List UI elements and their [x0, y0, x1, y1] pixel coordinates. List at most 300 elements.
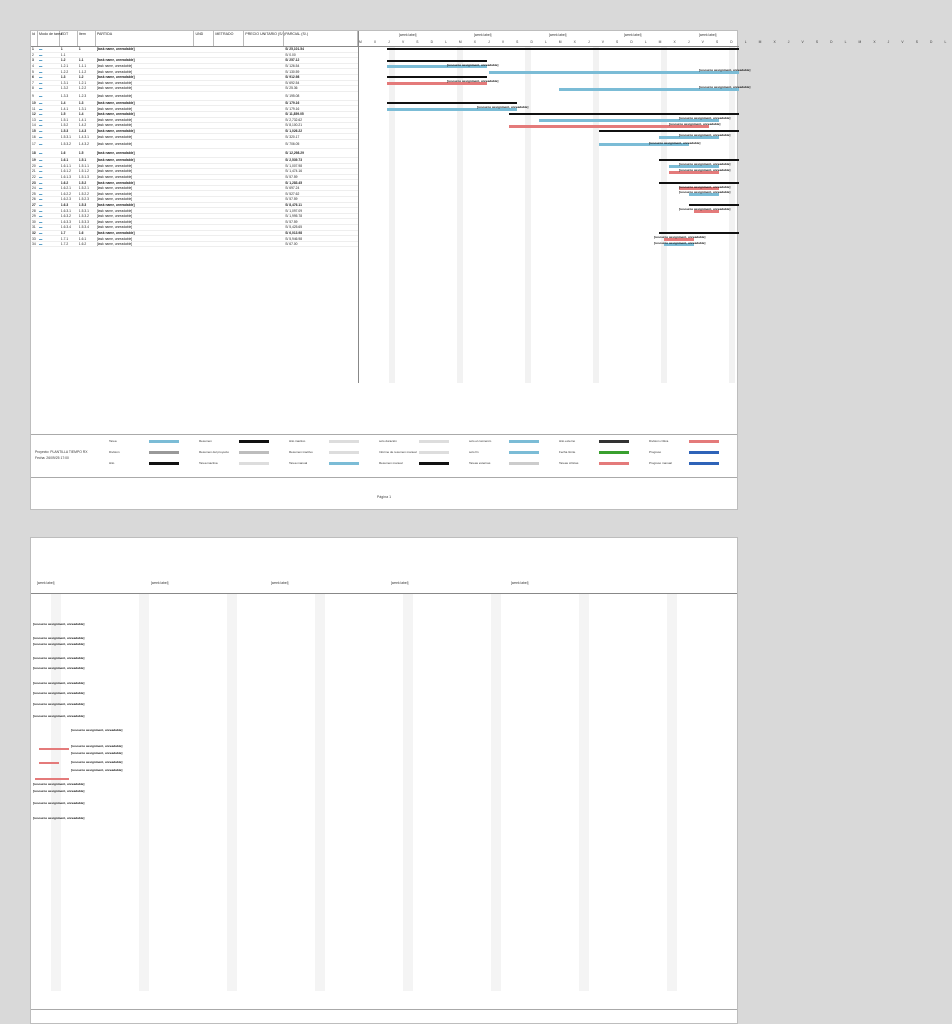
cell-name: [task name, unreadable] [96, 117, 133, 122]
cell-parcial: S/ 692.54 [285, 80, 300, 85]
cell-item: 1.5.2 [78, 180, 87, 185]
legend-swatch [419, 440, 449, 443]
cell-parcial: S/ 57.59 [285, 197, 298, 202]
cell-name: [task name, unreadable] [96, 242, 133, 247]
task-mode-icon: ▬ [38, 58, 43, 63]
cell-id: 23 [32, 180, 36, 185]
cell-item: 1.2 [78, 75, 84, 80]
resource-label: [resource assignment, unreadable] [679, 190, 731, 195]
week-label: [week label] [549, 33, 567, 37]
cell-item: 1.6 [78, 230, 84, 235]
cell-name: [task name, unreadable] [96, 180, 135, 185]
summary-bar[interactable] [387, 102, 517, 104]
cell-edt: 1.7.2 [60, 242, 69, 247]
cell-name: [task name, unreadable] [96, 150, 135, 155]
legend-label: Tarea inactiva [199, 461, 218, 465]
resource-label: [resource assignment, unreadable] [679, 207, 731, 212]
task-mode-icon: ▬ [38, 123, 43, 128]
cell-id: 17 [32, 141, 36, 146]
task-mode-icon: ▬ [38, 117, 43, 122]
summary-bar[interactable] [387, 76, 487, 78]
cell-name: [task name, unreadable] [96, 75, 135, 80]
cell-parcial: S/ 5,946.98 [285, 236, 303, 241]
table-row[interactable] [31, 149, 358, 158]
week-label: [week label] [511, 581, 529, 585]
task-mode-icon: ▬ [38, 169, 43, 174]
cell-item: 1.5.2.1 [78, 186, 89, 191]
cell-edt: 1.6 [60, 150, 66, 155]
cell-id: 2 [32, 52, 34, 57]
cell-id: 34 [32, 242, 36, 247]
cell-id: 32 [32, 230, 36, 235]
resource-label: [resource assignment, unreadable] [71, 768, 123, 772]
resource-label: [resource assignment, unreadable] [649, 140, 701, 145]
legend-swatch [599, 462, 629, 465]
legend-label: Hito externo [559, 439, 576, 443]
task-mode-icon: ▬ [38, 219, 43, 224]
cell-edt: 1.6.2.2 [60, 191, 72, 196]
task-mode-icon: ▬ [38, 112, 43, 117]
resource-label: [resource assignment, unreadable] [699, 68, 751, 73]
header-precio: PRECIO UNITARIO (S/.) [244, 31, 284, 46]
header-partida: PARTIDA [96, 31, 195, 46]
summary-bar[interactable] [659, 232, 739, 234]
resource-label: [resource assignment, unreadable] [654, 240, 706, 245]
summary-bar[interactable] [387, 60, 487, 62]
cell-id: 19 [32, 158, 36, 163]
resource-label: [resource assignment, unreadable] [33, 789, 85, 793]
cell-edt: 1.6.1.3 [60, 174, 72, 179]
cell-parcial: S/ 130.59 [285, 69, 300, 74]
task-mode-icon: ▬ [38, 208, 43, 213]
legend-label: Hito [109, 461, 115, 465]
cell-edt: 1.6.3.1 [60, 208, 72, 213]
cell-id: 27 [32, 202, 36, 207]
cell-parcial: S/ 5,425.65 [285, 225, 303, 230]
cell-parcial: S/ 2,539.73 [285, 158, 303, 163]
legend-label: Resumen [199, 439, 212, 443]
legend-swatch [689, 462, 719, 465]
cell-item: 1.1.1 [78, 64, 87, 69]
cell-name: [task name, unreadable] [96, 186, 133, 191]
cell-id: 21 [32, 169, 36, 174]
cell-item: 1.4.3.2 [78, 141, 89, 146]
week-label: [week label] [271, 581, 289, 585]
cell-item: 1.6.1 [78, 236, 87, 241]
resource-label: [resource assignment, unreadable] [33, 656, 85, 660]
cell-edt: 1.7 [60, 230, 66, 235]
cell-parcial: S/ 179.16 [285, 101, 300, 106]
printed-page-1 [30, 30, 952, 510]
cell-edt: 1.5 [60, 112, 66, 117]
weekend-stripe [729, 47, 735, 383]
cell-parcial: S/ 126.54 [285, 64, 300, 69]
cell-parcial: S/ 195.08 [285, 93, 300, 98]
cell-edt: 1.6.1 [60, 158, 69, 163]
cell-item: 1.5.2.2 [78, 191, 89, 196]
cell-parcial: S/ 1,026.22 [285, 129, 303, 134]
task-mode-icon: ▬ [38, 214, 43, 219]
cell-parcial: S/ 527.62 [285, 191, 300, 196]
cell-edt: 1.5.3.1 [60, 134, 72, 139]
task-mode-icon: ▬ [38, 236, 43, 241]
timescale [359, 31, 952, 47]
resource-label: [resource assignment, unreadable] [679, 168, 731, 172]
weekend-stripe [403, 594, 413, 991]
cell-parcial: S/ 1,097.09 [285, 208, 303, 213]
cell-item: 1.4 [78, 112, 84, 117]
cell-parcial: S/ 25,101.54 [285, 47, 304, 52]
cell-edt: 1.6.2.1 [60, 186, 72, 191]
week-label: [week label] [151, 581, 169, 585]
task-mode-icon: ▬ [38, 129, 43, 134]
cell-item: 1 [78, 47, 81, 52]
weekend-stripe [457, 47, 463, 383]
cell-name: [task name, unreadable] [96, 86, 133, 91]
cell-edt: 1.6.3.3 [60, 219, 72, 224]
task-mode-icon: ▬ [38, 242, 43, 247]
cell-id: 26 [32, 197, 36, 202]
cell-id: 16 [32, 134, 36, 139]
cell-name: [task name, unreadable] [96, 112, 135, 117]
header-edt: EDT [60, 31, 78, 46]
task-table [31, 31, 359, 383]
cell-parcial: S/ 12,298.29 [285, 150, 304, 155]
summary-bar[interactable] [689, 204, 739, 206]
task-mode-icon: ▬ [38, 180, 43, 185]
legend-swatch [509, 451, 539, 454]
table-row[interactable] [31, 140, 358, 149]
cell-id: 3 [32, 58, 34, 63]
legend-label: Resumen del proyecto [199, 450, 230, 454]
cell-id: 9 [32, 93, 34, 98]
resource-label: [resource assignment, unreadable] [33, 714, 85, 718]
task-mode-icon: ▬ [38, 80, 43, 85]
project-date: Fecha: 26/09/25 17:00 [35, 456, 69, 460]
cell-item: 1.3 [78, 101, 84, 106]
task-mode-icon: ▬ [38, 64, 43, 69]
cell-name: [task name, unreadable] [96, 230, 135, 235]
legend-label: Resumen manual [379, 461, 403, 465]
cell-name: [task name, unreadable] [96, 123, 133, 128]
cell-edt: 1.2 [60, 58, 66, 63]
legend-label: Tarea manual [289, 461, 308, 465]
cell-parcial: S/ 0.00 [285, 52, 296, 57]
resource-label: [resource assignment, unreadable] [669, 122, 721, 126]
weekend-stripe [593, 47, 599, 383]
cell-edt: 1.6.3 [60, 202, 69, 207]
resource-label: [resource assignment, unreadable] [33, 691, 85, 695]
printed-page-2 [30, 537, 738, 1024]
cell-name: [task name, unreadable] [96, 58, 135, 63]
cell-edt: 1.2.2 [60, 69, 69, 74]
cell-edt: 1.5.1 [60, 117, 69, 122]
header-parcial: PARCIAL (S/.) [284, 31, 358, 46]
resource-label: [resource assignment, unreadable] [33, 636, 85, 640]
cell-edt: 1.2.1 [60, 64, 69, 69]
cell-item: 1.2.3 [78, 93, 87, 98]
resource-label: [resource assignment, unreadable] [679, 133, 731, 138]
resource-label: [resource assignment, unreadable] [33, 642, 85, 646]
header-und: UND [194, 31, 214, 46]
legend-swatch [329, 462, 359, 465]
cell-edt: 1.4.1 [60, 106, 69, 111]
cell-edt: 1.4 [60, 101, 66, 106]
resource-label: [resource assignment, unreadable] [447, 79, 499, 84]
cell-id: 7 [32, 80, 34, 85]
legend-page-2 [31, 1009, 737, 1023]
task-mode-icon: ▬ [38, 163, 43, 168]
legend-label: solo fin [469, 450, 479, 454]
cell-item: 1.5.3.3 [78, 219, 89, 224]
legend-label: Tarea [109, 439, 117, 443]
cell-name: [task name, unreadable] [96, 134, 133, 139]
cell-edt: 1.3 [60, 75, 66, 80]
resource-label: [resource assignment, unreadable] [679, 162, 731, 167]
cell-parcial: S/ 8,476.11 [285, 202, 302, 207]
cell-parcial: S/ 1,007.98 [285, 163, 303, 168]
cell-name: [task name, unreadable] [96, 174, 133, 179]
legend-swatch [149, 462, 179, 465]
cell-name: [task name, unreadable] [96, 169, 133, 174]
cell-item: 1.4.3.1 [78, 134, 89, 139]
weekend-stripe [579, 594, 589, 991]
cell-edt: 1.6.2.3 [60, 197, 72, 202]
cell-name: [task name, unreadable] [96, 202, 135, 207]
resource-label: [resource assignment, unreadable] [447, 62, 499, 67]
legend-label: solo el comienzo [469, 439, 492, 443]
legend-swatch [509, 440, 539, 443]
cell-name: [task name, unreadable] [96, 208, 133, 213]
cell-id: 4 [32, 64, 34, 69]
resource-label: [resource assignment, unreadable] [679, 184, 731, 189]
cell-parcial: S/ 2,732.62 [285, 117, 303, 122]
critical-task-bar[interactable] [35, 778, 69, 780]
cell-parcial: S/ 25.36 [285, 86, 298, 91]
cell-edt: 1.7.1 [60, 236, 69, 241]
header-metrado: METRADO [214, 31, 244, 46]
task-mode-icon: ▬ [38, 106, 43, 111]
task-mode-icon: ▬ [38, 75, 43, 80]
summary-bar[interactable] [659, 159, 739, 161]
header-mode: Modo de tarea [38, 31, 60, 46]
cell-item: 1.5.3.2 [78, 214, 89, 219]
task-mode-icon: ▬ [38, 86, 43, 91]
task-mode-icon: ▬ [38, 150, 43, 155]
cell-edt: 1.6.3.4 [60, 225, 72, 230]
cell-parcial: S/ 1,995.78 [285, 214, 303, 219]
resource-label: [resource assignment, unreadable] [654, 235, 706, 240]
table-header [31, 31, 358, 47]
cell-name: [task name, unreadable] [96, 225, 133, 230]
header-item: Item [78, 31, 96, 46]
cell-parcial: S/ 67.00 [285, 242, 298, 247]
legend-swatch [599, 440, 629, 443]
cell-name: [task name, unreadable] [96, 47, 135, 52]
cell-id: 18 [32, 150, 36, 155]
critical-task-bar[interactable] [39, 762, 59, 764]
legend-swatch [239, 440, 269, 443]
week-label: [week label] [699, 33, 717, 37]
cell-parcial: S/ 912.98 [285, 75, 300, 80]
table-row[interactable] [31, 92, 358, 101]
resource-label: [resource assignment, unreadable] [33, 816, 85, 820]
week-label: [week label] [624, 33, 642, 37]
legend-swatch [329, 440, 359, 443]
cell-id: 31 [32, 225, 36, 230]
cell-item: 1.2.2 [78, 86, 87, 91]
task-mode-icon: ▬ [38, 93, 43, 98]
weekend-stripe [661, 47, 667, 383]
legend-swatch [599, 451, 629, 454]
task-mode-icon: ▬ [38, 191, 43, 196]
cell-edt: 1.6.1.2 [60, 169, 72, 174]
summary-bar[interactable] [659, 182, 739, 184]
cell-parcial: S/ 11,859.05 [285, 112, 304, 117]
summary-bar[interactable] [509, 113, 739, 115]
cell-name: [task name, unreadable] [96, 64, 133, 69]
task-mode-icon: ▬ [38, 230, 43, 235]
legend-label: Progreso [649, 450, 662, 454]
cell-id: 29 [32, 214, 36, 219]
cell-parcial: S/ 697.24 [285, 186, 300, 191]
weekend-stripe [491, 594, 501, 991]
cell-name: [task name, unreadable] [96, 197, 133, 202]
resource-label: [resource assignment, unreadable] [71, 744, 123, 748]
cell-item: 1.5.3.1 [78, 208, 89, 213]
legend-swatch [689, 451, 719, 454]
legend-swatch [239, 462, 269, 465]
resource-label: [resource assignment, unreadable] [33, 681, 85, 685]
weekend-stripe [525, 47, 531, 383]
cell-item: 1.4.1 [78, 117, 87, 122]
table-body [31, 47, 358, 247]
cell-name: [task name, unreadable] [96, 80, 133, 85]
cell-parcial: S/ 179.16 [285, 106, 300, 111]
cell-name: [task name, unreadable] [96, 101, 135, 106]
resource-label: [resource assignment, unreadable] [33, 622, 85, 626]
cell-edt: 1.3.2 [60, 86, 69, 91]
cell-name: [task name, unreadable] [96, 191, 133, 196]
resource-label: [resource assignment, unreadable] [477, 105, 529, 110]
legend-swatch [419, 451, 449, 454]
cell-id: 5 [32, 69, 34, 74]
page-number: Página 1 [376, 495, 392, 499]
week-label: [week label] [391, 581, 409, 585]
cell-id: 30 [32, 219, 36, 224]
cell-edt: 1.5.3.2 [60, 141, 72, 146]
cell-item: 1.5.3.4 [78, 225, 89, 230]
cell-name: [task name, unreadable] [96, 158, 135, 163]
cell-item: 1.3.1 [78, 106, 87, 111]
cell-parcial: S/ 6,013.98 [285, 230, 303, 235]
cell-id: 13 [32, 117, 36, 122]
cell-parcial: S/ 1,283.45 [285, 180, 303, 185]
cell-item: 1.1 [78, 58, 84, 63]
cell-id: 15 [32, 129, 36, 134]
task-mode-icon: ▬ [38, 174, 43, 179]
resource-label: [resource assignment, unreadable] [71, 760, 123, 764]
project-name: Proyecto: PLANTILLA TIEMPO RX [35, 450, 88, 454]
cell-name: [task name, unreadable] [96, 163, 133, 168]
legend-label: Progreso manual [649, 461, 672, 465]
task-mode-icon: ▬ [38, 158, 43, 163]
cell-id: 6 [32, 75, 34, 80]
legend-label: Hito inactivo [289, 439, 306, 443]
cell-id: 11 [32, 106, 36, 111]
resource-label: [resource assignment, unreadable] [699, 85, 751, 89]
cell-item: 1.5.3 [78, 202, 87, 207]
day-letters: M X J V S D L M X J V S D L M X J V S D L M X J V S D L M X J V S D L M X J V S D L [359, 40, 952, 44]
legend-swatch [689, 440, 719, 443]
table-row[interactable] [31, 242, 358, 248]
cell-item: 1.5.1.3 [78, 174, 89, 179]
cell-id: 20 [32, 163, 36, 168]
cell-item: 1.5.1 [78, 158, 87, 163]
legend-label: solo duración [379, 439, 397, 443]
resource-label: [resource assignment, unreadable] [33, 666, 85, 670]
cell-item: 1.5.1.1 [78, 163, 89, 168]
cell-id: 1 [32, 47, 34, 52]
task-mode-icon: ▬ [38, 197, 43, 202]
legend-label: Tareas externas [469, 461, 491, 465]
legend-label: Tareas críticas [559, 461, 579, 465]
legend-label: Fecha límite [559, 450, 576, 454]
cell-id: 12 [32, 112, 36, 117]
cell-edt: 1 [60, 47, 63, 52]
legend-swatch [149, 440, 179, 443]
cell-id: 10 [32, 101, 36, 106]
task-mode-icon: ▬ [38, 225, 43, 230]
header-id: Id [31, 31, 38, 46]
critical-task-bar[interactable] [39, 748, 69, 750]
resource-label: [resource assignment, unreadable] [71, 728, 123, 732]
weekend-stripe [667, 594, 677, 991]
cell-item: 1.5.1.2 [78, 169, 89, 174]
legend-swatch [329, 451, 359, 454]
cell-name: [task name, unreadable] [96, 106, 133, 111]
cell-name: [task name, unreadable] [96, 69, 133, 74]
task-mode-icon: ▬ [38, 186, 43, 191]
cell-id: 22 [32, 174, 36, 179]
cell-name: [task name, unreadable] [96, 129, 135, 134]
task-mode-icon: ▬ [38, 47, 43, 52]
cell-item: 1.6.2 [78, 242, 87, 247]
cell-edt: 1.6.2 [60, 180, 69, 185]
task-mode-icon: ▬ [38, 52, 43, 57]
cell-id: 8 [32, 86, 34, 91]
cell-parcial: S/ 320.17 [285, 134, 300, 139]
cell-item: 1.2.1 [78, 80, 87, 85]
resource-label: [resource assignment, unreadable] [71, 751, 123, 755]
cell-parcial: S/ 706.05 [285, 141, 300, 146]
legend-label: Informe de resumen manual [379, 450, 417, 454]
cell-edt: 1.3.3 [60, 93, 69, 98]
task-mode-icon: ▬ [38, 134, 43, 139]
cell-parcial: S/ 57.59 [285, 219, 298, 224]
resource-label: [resource assignment, unreadable] [679, 116, 731, 121]
cell-item: 1.1.2 [78, 69, 87, 74]
task-mode-icon: ▬ [38, 69, 43, 74]
cell-id: 14 [32, 123, 36, 128]
legend-label: División [109, 450, 120, 454]
summary-bar[interactable] [599, 130, 739, 132]
task-mode-icon: ▬ [38, 101, 43, 106]
cell-item: 1.4.2 [78, 123, 87, 128]
summary-bar[interactable] [387, 48, 739, 50]
task-mode-icon: ▬ [38, 141, 43, 146]
legend-swatch [149, 451, 179, 454]
